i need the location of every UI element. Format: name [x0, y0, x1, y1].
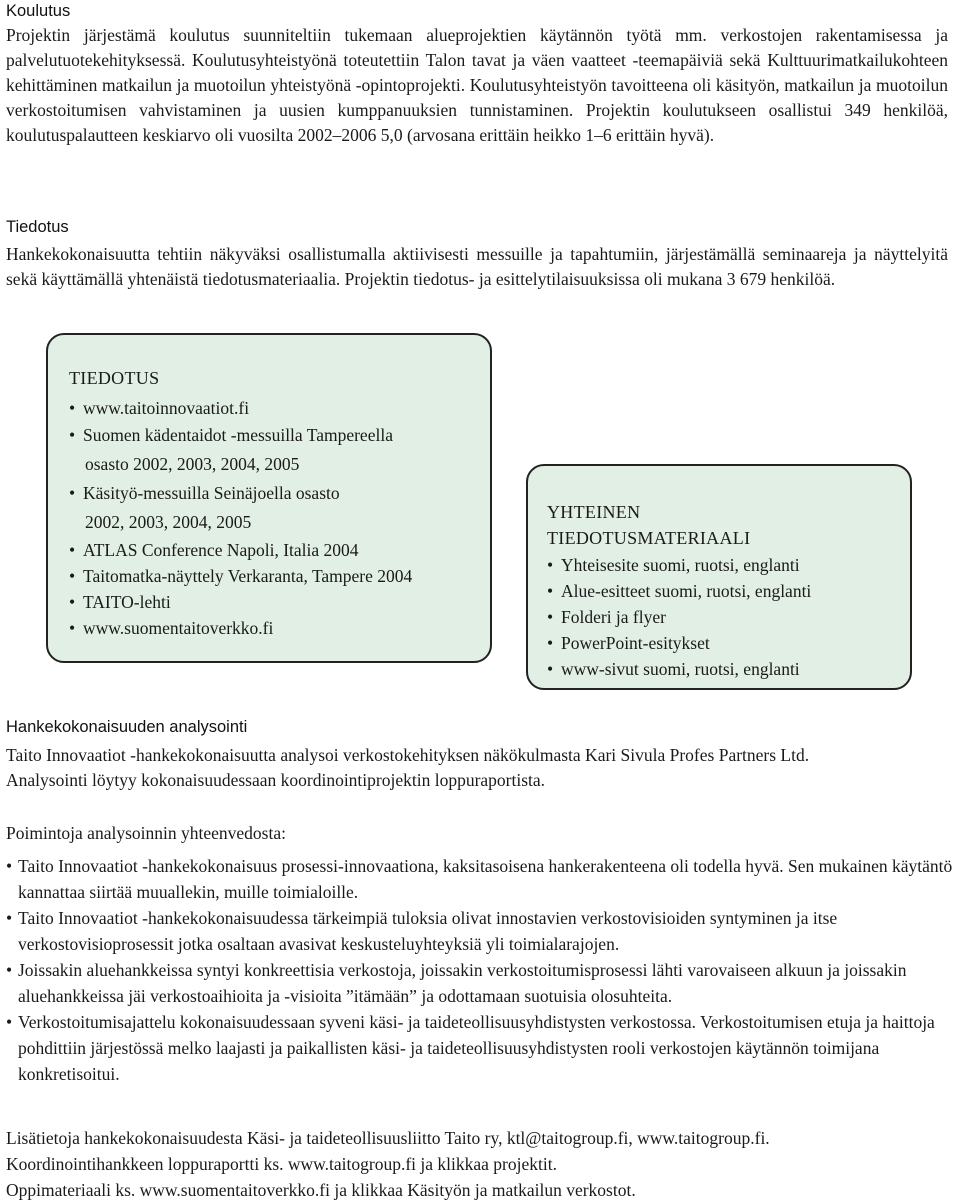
list-item: • Folderi ja flyer	[547, 604, 910, 630]
lisatiedot-line3: Oppimateriaali ks. www.suomentaitoverkko.fi ja klikkaa Käsityön ja matkailun verkostot.	[6, 1180, 636, 1200]
list-item: • Alue-esitteet suomi, ruotsi, englanti	[547, 578, 910, 604]
yhteinen-box-title-line1: YHTEINEN	[547, 502, 641, 522]
yhteinen-box-title	[547, 499, 910, 551]
list-item-text: www.taitoinnovaatiot.fi	[83, 398, 250, 418]
tiedotus-heading: Tiedotus	[6, 218, 69, 236]
list-item: • Verkostoitumisajattelu kokonaisuudessaan syveni käsi- ja taideteollisuusyhdistysten verkostossa. Verkostoitumisen etuja ja haittoja pohdittiin järjestössä melko laajasti ja paikallisten käsi- ja taideteollisuusyhdistysten rooli verkostojen käytännön toimijana konkretisoitui.	[6, 1009, 956, 1087]
list-item	[69, 421, 490, 479]
list-item-text: Käsityö-messuilla Seinäjoella osasto	[83, 483, 340, 503]
yhteinen-tiedotusmateriaali-box	[526, 464, 912, 690]
analysointi-line2: Analysointi löytyy kokonaisuudessaan koordinointiprojektin loppuraportista.	[6, 770, 546, 790]
list-item-text-cont: 2002, 2003, 2004, 2005	[85, 512, 252, 532]
tiedotus-box-list	[69, 395, 490, 641]
list-item-text: www.suomentaitoverkko.fi	[83, 618, 274, 638]
list-item: • Taito Innovaatiot -hankekokonaisuudessa tärkeimpiä tuloksia olivat innostavien verkostovisioiden syntyminen ja itse verkostovisioprosessit jotka osaltaan avasivat keskusteluyhteyksiä yli toimialarajojen.	[6, 905, 956, 957]
poiminnat-intro: Poimintoja analysoinnin yhteenvedosta:	[6, 823, 286, 843]
list-item-text-cont: osasto 2002, 2003, 2004, 2005	[85, 454, 300, 474]
analysointi-line1: Taito Innovaatiot -hankekokonaisuutta analysoi verkostokehityksen näkökulmasta Kari Sivula Profes Partners Ltd.	[6, 745, 810, 765]
list-item: • Taito Innovaatiot -hankekokonaisuus prosessi-innovaationa, kaksitasoisena hankerakenteena oli todella hyvä. Sen mukainen käytäntö kannattaa siirtää muuallekin, muille toimialoille.	[6, 853, 956, 905]
list-item	[69, 563, 490, 589]
yhteinen-box-title-line2: TIEDOTUSMATERIAALI	[547, 528, 751, 548]
list-item-text: TAITO-lehti	[83, 592, 171, 612]
list-item	[69, 537, 490, 563]
tiedotus-box	[46, 333, 492, 663]
lisatiedot-line1: Lisätietoja hankekokonaisuudesta Käsi- ja taideteollisuusliitto Taito ry, ktl@taitogroup.fi, www.taitogroup.fi.	[6, 1128, 770, 1148]
list-item	[69, 589, 490, 615]
list-item	[69, 615, 490, 641]
yhteinen-box-list	[547, 552, 910, 682]
list-item: • Joissakin aluehankkeissa syntyi konkreettisia verkostoja, joissakin verkostoitumisprosessi lähti varovaiseen alkuun ja joissakin aluehankkeissa jäi verkostoaihioita ja -visioita ”itämään” ja odottamaan suotuisia olosuhteita.	[6, 957, 956, 1009]
list-item	[69, 395, 490, 421]
koulutus-paragraph: Projektin järjestämä koulutus suunniteltiin tukemaan alueprojektien käytännön työtä mm. verkostojen rakentamisessa ja palvelutuotekehityksessä. Koulutusyhteistyönä toteutettiin Talon tavat ja väen vaatteet -teemapäiviä sekä Kulttuurimatkailukohteen kehittäminen matkailun ja muotoilun yhteistyönä -opintoprojekti. Koulutusyhteistyön tavoitteena oli käsityön, matkailun ja muotoilun verkostoitumisen vahvistaminen ja uusien kumppanuuksien tunnistaminen. Projektin koulutukseen osallistui 349 henkilöä, koulutuspalautteen keskiarvo oli vuosilta 2002–2006 5,0 (arvosana erittäin heikko 1–6 erittäin hyvä).	[6, 25, 948, 145]
poiminnat-list	[6, 853, 956, 1087]
list-item: • www-sivut suomi, ruotsi, englanti	[547, 656, 910, 682]
list-item-text: Suomen kädentaidot -messuilla Tampereella	[83, 425, 393, 445]
list-item: • PowerPoint-esitykset	[547, 630, 910, 656]
list-item-text: Taitomatka-näyttely Verkaranta, Tampere 2004	[83, 566, 413, 586]
list-item: • Yhteisesite suomi, ruotsi, englanti	[547, 552, 910, 578]
tiedotus-paragraph: Hankekokonaisuutta tehtiin näkyväksi osallistumalla aktiivisesti messuille ja tapahtumiin, järjestämällä seminaareja ja näyttelyitä sekä käyttämällä yhtenäistä tiedotusmateriaalia. Projektin tiedotus- ja esittelytilaisuuksissa oli mukana 3 679 henkilöä.	[6, 244, 948, 289]
tiedotus-box-title: TIEDOTUS	[69, 368, 160, 388]
koulutus-heading: Koulutus	[6, 2, 71, 20]
list-item-text: ATLAS Conference Napoli, Italia 2004	[83, 540, 359, 560]
lisatiedot-line2: Koordinointihankkeen loppuraportti ks. www.taitogroup.fi ja klikkaa projektit.	[6, 1154, 557, 1174]
analysointi-heading: Hankekokonaisuuden analysointi	[6, 718, 248, 736]
list-item	[69, 479, 490, 537]
